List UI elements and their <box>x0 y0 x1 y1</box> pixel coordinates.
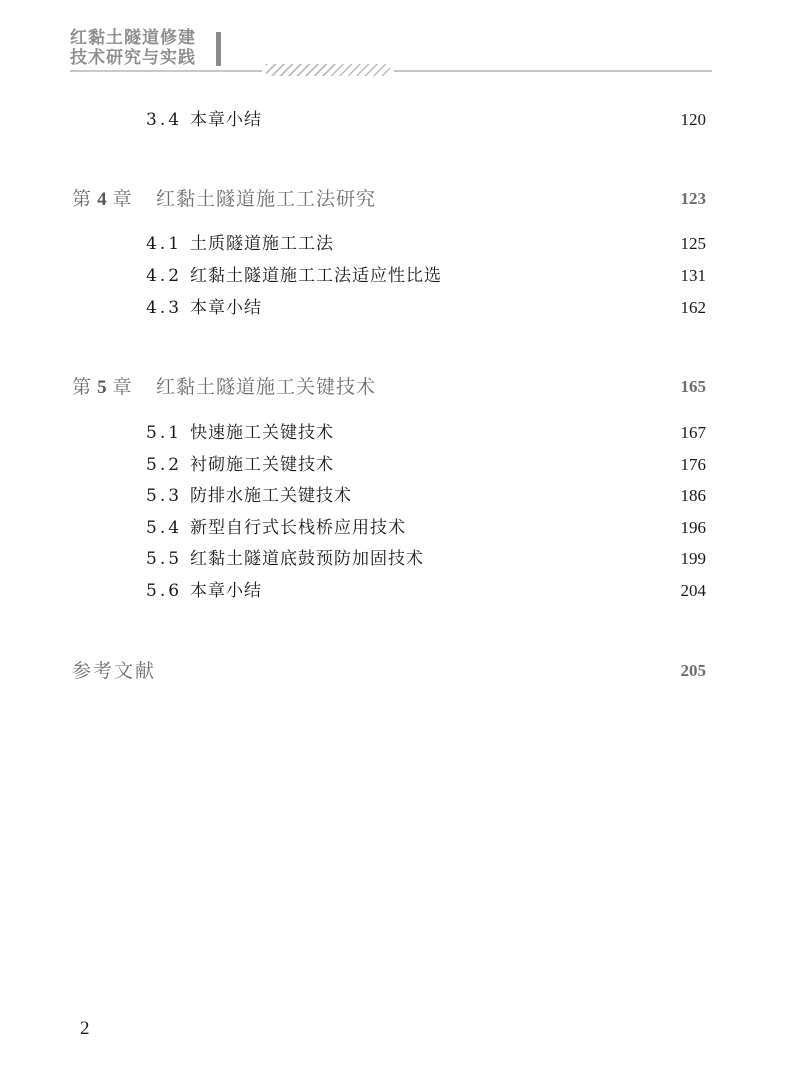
header-rule-left <box>70 70 262 72</box>
toc-entry-4-3[interactable] <box>146 295 706 321</box>
section-title: 快速施工关键技术 <box>190 423 334 443</box>
page-number: 204 <box>680 581 706 600</box>
page-number: 162 <box>680 298 706 317</box>
page-number: 176 <box>680 455 706 474</box>
chapter-title: 红黏土隧道施工关键技术 <box>156 376 377 398</box>
chapter-label: 第 5 章 <box>72 376 132 398</box>
page-number: 199 <box>680 549 706 568</box>
references-title: 参考文献 <box>72 660 157 682</box>
page-number: 125 <box>680 234 706 253</box>
page-number: 165 <box>680 377 706 396</box>
page-number: 205 <box>680 661 706 680</box>
toc-entry-5-2[interactable] <box>146 452 706 478</box>
section-title: 红黏土隧道施工工法适应性比选 <box>190 266 442 286</box>
chapter-label: 第 4 章 <box>72 188 132 210</box>
section-title: 红黏土隧道底鼓预防加固技术 <box>190 549 424 569</box>
header-rule-right <box>394 70 712 72</box>
toc-entry-3-4[interactable] <box>146 107 706 133</box>
page-number: 120 <box>680 110 706 129</box>
section-title: 新型自行式长栈桥应用技术 <box>190 518 406 538</box>
section-number: 5.5 <box>146 549 183 569</box>
section-number: 5.1 <box>146 423 183 443</box>
header-title-line2: 技术研究与实践 <box>70 48 196 68</box>
toc-entry-4-1[interactable] <box>146 231 706 257</box>
section-number: 5.6 <box>146 581 183 601</box>
section-title: 防排水施工关键技术 <box>190 486 352 506</box>
page-number: 131 <box>680 266 706 285</box>
section-title: 衬砌施工关键技术 <box>190 455 334 475</box>
header-vertical-bar <box>216 32 221 66</box>
section-number: 5.2 <box>146 455 183 475</box>
page-number: 123 <box>680 189 706 208</box>
toc-references[interactable] <box>72 656 706 686</box>
toc-chapter-4[interactable] <box>72 184 706 214</box>
toc-entry-5-6[interactable] <box>146 578 706 604</box>
toc-chapter-5[interactable] <box>72 372 706 402</box>
toc-entry-5-3[interactable] <box>146 483 706 509</box>
section-number: 4.2 <box>146 266 183 286</box>
toc-entry-5-1[interactable] <box>146 420 706 446</box>
toc-entry-5-4[interactable] <box>146 515 706 541</box>
header-title-line1: 红黏土隧道修建 <box>70 28 196 48</box>
page-number: 186 <box>680 486 706 505</box>
page-number: 167 <box>680 423 706 442</box>
section-number: 4.3 <box>146 298 183 318</box>
chapter-title: 红黏土隧道施工工法研究 <box>156 188 377 210</box>
running-header-title <box>70 28 220 68</box>
toc-entry-4-2[interactable] <box>146 263 706 289</box>
section-number: 4.1 <box>146 234 183 254</box>
toc-entry-5-5[interactable] <box>146 546 706 572</box>
section-title: 本章小结 <box>190 110 262 130</box>
section-title: 土质隧道施工工法 <box>190 234 334 254</box>
section-number: 5.3 <box>146 486 183 506</box>
section-title: 本章小结 <box>190 298 262 318</box>
section-number: 5.4 <box>146 518 183 538</box>
header-hatch-ornament <box>266 64 390 76</box>
section-number: 3.4 <box>146 110 183 130</box>
page-number: 196 <box>680 518 706 537</box>
folio-page-number: 2 <box>80 1018 90 1039</box>
section-title: 本章小结 <box>190 581 262 601</box>
